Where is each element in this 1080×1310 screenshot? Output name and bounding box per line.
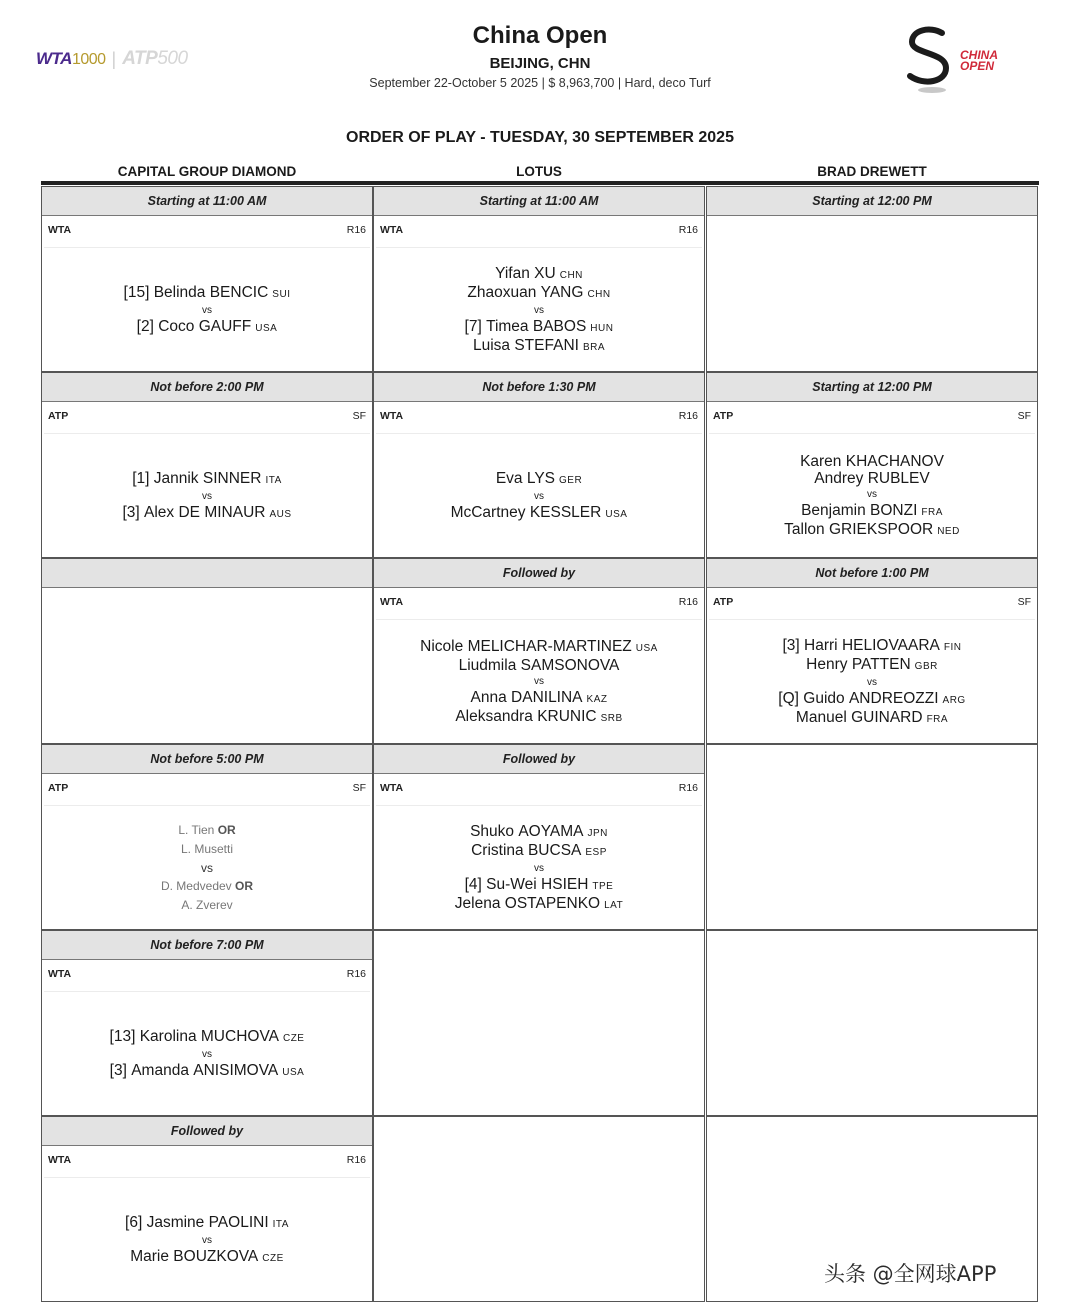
vs-label: vs <box>867 676 877 688</box>
player-country: NED <box>937 525 960 537</box>
player-country: ITA <box>265 474 282 486</box>
match-cell <box>706 744 1038 930</box>
player-name <box>455 895 623 914</box>
match-cell <box>373 186 705 372</box>
round-label: SF <box>352 782 366 794</box>
match-players <box>707 621 1037 743</box>
player-first-name: Coco <box>158 317 195 335</box>
player-country: CHN <box>587 288 611 300</box>
player-last-name: RUBLEV <box>867 469 930 487</box>
player-first-name: Shuko <box>470 822 515 840</box>
player-seed: [3] <box>109 1061 127 1079</box>
player-name <box>110 1028 305 1047</box>
player-first-name: Amanda <box>131 1061 189 1079</box>
round-label: R16 <box>346 224 366 236</box>
player-last-name: ANISIMOVA <box>193 1061 279 1079</box>
round-label: R16 <box>346 968 366 980</box>
player-country: FRA <box>926 713 949 725</box>
player-first-name: McCartney <box>450 503 526 521</box>
match-cell <box>41 372 373 558</box>
match-cell <box>706 186 1038 372</box>
tour-label: WTA <box>48 1154 72 1166</box>
player-country: SRB <box>600 712 623 724</box>
round-label: R16 <box>678 224 698 236</box>
player-country: SUI <box>272 288 291 300</box>
start-time-bar: Starting at 11:00 AM <box>42 187 372 216</box>
player-name <box>451 504 628 523</box>
player-country: JPN <box>587 827 608 839</box>
possible-player: D. Medvedev OR <box>160 879 254 893</box>
player-name <box>796 709 948 728</box>
player-seed: [1] <box>132 469 150 487</box>
player-last-name: AOYAMA <box>518 822 584 840</box>
match-cell <box>373 1116 705 1302</box>
player-name <box>122 504 291 523</box>
tour-label: WTA <box>380 596 404 608</box>
player-country: USA <box>255 322 278 334</box>
match-players <box>374 435 704 557</box>
start-time-bar <box>42 559 372 588</box>
player-first-name: Karen <box>800 452 842 470</box>
match-players <box>374 621 704 743</box>
possible-player: A. Zverev <box>181 898 233 912</box>
player-last-name: KESSLER <box>529 503 602 521</box>
player-first-name: Nicole <box>420 637 464 655</box>
vs-label: vs <box>202 1048 212 1060</box>
player-name <box>125 1214 289 1233</box>
player-first-name: Jasmine <box>146 1213 205 1231</box>
player-last-name: MELICHAR-MARTINEZ <box>467 637 632 655</box>
or-label: OR <box>217 823 236 837</box>
player-name <box>800 453 944 470</box>
cell-divider <box>376 805 702 806</box>
atp-500-logo: ATP500 <box>122 48 188 69</box>
match-players <box>42 993 372 1115</box>
tour-label: WTA <box>380 782 404 794</box>
player-name <box>137 318 278 337</box>
cell-divider <box>709 619 1035 620</box>
player-name <box>110 1062 305 1081</box>
player-last-name: BENCIC <box>209 283 269 301</box>
court-name-lotus: LOTUS <box>516 164 562 179</box>
match-cell <box>706 930 1038 1116</box>
player-last-name: DE MINAUR <box>178 503 266 521</box>
player-first-name: Alex <box>144 503 175 521</box>
logo-divider: | <box>111 48 117 69</box>
player-name <box>495 265 583 284</box>
player-name <box>806 656 938 675</box>
match-players <box>42 435 372 557</box>
possible-player: L. Tien OR <box>178 823 236 837</box>
player-last-name: KHACHANOV <box>845 452 944 470</box>
player-name <box>814 470 929 487</box>
player-country: CZE <box>262 1252 284 1264</box>
player-name <box>130 1248 284 1267</box>
cell-divider <box>376 433 702 434</box>
start-time-bar: Starting at 12:00 PM <box>707 373 1037 402</box>
match-players <box>707 435 1037 557</box>
match-cell <box>706 558 1038 744</box>
player-first-name: Luisa <box>472 336 511 354</box>
round-label: SF <box>1017 410 1031 422</box>
player-seed: [3] <box>122 503 140 521</box>
tour-label: WTA <box>380 224 404 236</box>
china-open-s-emblem-icon <box>902 24 962 96</box>
player-name <box>455 708 622 727</box>
source-watermark: 头条 @全网球APP <box>824 1262 997 1286</box>
player-first-name: Marie <box>130 1247 169 1265</box>
match-cell <box>41 186 373 372</box>
player-first-name: Zhaoxuan <box>467 283 537 301</box>
player-country: FRA <box>921 506 943 518</box>
cell-divider <box>44 433 370 434</box>
player-seed: [13] <box>109 1027 136 1045</box>
match-players <box>42 1179 372 1301</box>
player-country: ITA <box>272 1218 289 1230</box>
player-first-name: Jannik <box>153 469 199 487</box>
player-name <box>471 689 608 708</box>
player-country: KAZ <box>586 693 608 705</box>
tournament-details: September 22-October 5 2025 | $ 8,963,700 | Hard, deco Turf <box>369 76 711 90</box>
start-time-bar: Followed by <box>374 745 704 774</box>
start-time-bar: Followed by <box>374 559 704 588</box>
player-last-name: DANILINA <box>511 688 583 706</box>
player-name <box>124 284 291 303</box>
match-cell <box>41 558 373 744</box>
tour-label: ATP <box>713 596 734 608</box>
player-name <box>459 657 620 674</box>
round-label: R16 <box>678 596 698 608</box>
player-last-name: GUINARD <box>851 708 923 726</box>
tour-label: ATP <box>48 782 69 794</box>
player-last-name: STEFANI <box>514 336 579 354</box>
vs-label: vs <box>201 861 213 875</box>
match-cell <box>706 372 1038 558</box>
player-first-name: Manuel <box>795 708 847 726</box>
player-name <box>784 521 960 540</box>
start-time-bar: Not before 7:00 PM <box>42 931 372 960</box>
player-first-name: Harri <box>804 636 838 654</box>
player-name <box>470 823 608 842</box>
player-country: GBR <box>914 660 938 672</box>
vs-label: vs <box>534 862 544 874</box>
china-open-logo <box>902 24 1022 96</box>
player-first-name: Tallon <box>784 520 825 538</box>
player-country: CZE <box>282 1032 305 1044</box>
player-country: ESP <box>585 846 607 858</box>
tour-label: WTA <box>48 968 72 980</box>
court-name-capital-group-diamond: CAPITAL GROUP DIAMOND <box>117 164 297 179</box>
player-name <box>465 876 614 895</box>
player-last-name: BABOS <box>532 317 587 335</box>
vs-label: vs <box>867 488 877 500</box>
player-country: GER <box>559 474 583 486</box>
player-first-name: Benjamin <box>801 501 866 519</box>
match-cell <box>41 744 373 930</box>
or-label: OR <box>235 879 254 893</box>
player-last-name: PATTEN <box>851 655 911 673</box>
player-last-name: BOUZKOVA <box>173 1247 259 1265</box>
match-entrants-tbd <box>42 807 372 929</box>
cell-divider <box>44 805 370 806</box>
player-first-name: Guido <box>803 689 845 707</box>
court-name-brad-drewett: BRAD DREWETT <box>817 164 927 179</box>
player-first-name: Jelena <box>454 894 501 912</box>
match-cell <box>373 930 705 1116</box>
player-last-name: HELIOVAARA <box>841 636 940 654</box>
player-last-name: OSTAPENKO <box>504 894 601 912</box>
vs-label: vs <box>202 490 212 502</box>
player-last-name: BONZI <box>870 501 918 519</box>
player-name <box>467 284 610 303</box>
round-label: R16 <box>678 410 698 422</box>
player-last-name: BUCSA <box>527 841 582 859</box>
player-country: AUS <box>269 508 292 520</box>
match-cell <box>41 930 373 1116</box>
player-first-name: Aleksandra <box>455 707 533 725</box>
page-header <box>0 0 1080 160</box>
round-label: R16 <box>678 782 698 794</box>
tour-label: ATP <box>48 410 69 422</box>
player-country: CHN <box>559 269 583 281</box>
player-last-name: YANG <box>540 283 584 301</box>
player-last-name: PAOLINI <box>208 1213 269 1231</box>
player-first-name: Henry <box>806 655 848 673</box>
order-of-play-title: ORDER OF PLAY - TUESDAY, 30 SEPTEMBER 2025 <box>346 129 734 146</box>
start-time-bar: Not before 1:00 PM <box>707 559 1037 588</box>
cell-divider <box>376 247 702 248</box>
cell-divider <box>44 247 370 248</box>
tour-label: WTA <box>380 410 404 422</box>
player-country: TPE <box>592 880 614 892</box>
round-label: SF <box>1017 596 1031 608</box>
match-cell <box>373 744 705 930</box>
round-label: SF <box>352 410 366 422</box>
player-last-name: SINNER <box>202 469 262 487</box>
match-cell <box>41 1116 373 1302</box>
player-last-name: HSIEH <box>541 875 589 893</box>
player-first-name: Cristina <box>471 841 524 859</box>
player-first-name: Belinda <box>153 283 206 301</box>
player-name <box>471 842 607 861</box>
start-time-bar: Not before 1:30 PM <box>374 373 704 402</box>
vs-label: vs <box>534 490 544 502</box>
start-time-bar: Not before 2:00 PM <box>42 373 372 402</box>
round-label: R16 <box>346 1154 366 1166</box>
player-last-name: GAUFF <box>198 317 252 335</box>
player-country: USA <box>282 1066 305 1078</box>
cell-divider <box>709 433 1035 434</box>
player-first-name: Timea <box>486 317 529 335</box>
match-cell <box>373 372 705 558</box>
player-seed: [2] <box>136 317 154 335</box>
player-country: USA <box>635 642 658 654</box>
player-last-name: KRUNIC <box>537 707 597 725</box>
player-first-name: Karolina <box>139 1027 197 1045</box>
match-players <box>42 249 372 371</box>
player-last-name: LYS <box>526 469 555 487</box>
player-seed: [15] <box>123 283 150 301</box>
player-name <box>465 318 614 337</box>
vs-label: vs <box>202 1234 212 1246</box>
player-name <box>132 470 282 489</box>
player-first-name: Eva <box>495 469 523 487</box>
player-seed: [7] <box>464 317 482 335</box>
china-open-logo-text: CHINA OPEN <box>960 48 998 73</box>
player-first-name: Liudmila <box>458 656 517 674</box>
cell-divider <box>376 619 702 620</box>
player-name <box>473 337 605 356</box>
start-time-bar: Followed by <box>42 1117 372 1146</box>
player-first-name: Anna <box>470 688 507 706</box>
player-last-name: MUCHOVA <box>200 1027 279 1045</box>
tour-label: WTA <box>48 224 72 236</box>
player-seed: [4] <box>464 875 482 893</box>
player-last-name: SAMSONOVA <box>520 656 620 674</box>
player-first-name: Su-Wei <box>486 875 537 893</box>
player-country: FIN <box>943 641 962 653</box>
vs-label: vs <box>534 675 544 687</box>
player-seed: [6] <box>125 1213 143 1231</box>
player-seed: [3] <box>782 636 800 654</box>
start-time-bar: Starting at 12:00 PM <box>707 187 1037 216</box>
possible-player: L. Musetti <box>180 842 234 856</box>
vs-label: vs <box>534 304 544 316</box>
cell-divider <box>44 991 370 992</box>
player-first-name: Andrey <box>814 469 864 487</box>
player-country: BRA <box>582 341 606 353</box>
player-first-name: Yifan <box>495 264 530 282</box>
start-time-bar: Not before 5:00 PM <box>42 745 372 774</box>
match-players <box>374 249 704 371</box>
player-country: ARG <box>942 694 966 706</box>
player-last-name: ANDREOZZI <box>848 689 939 707</box>
player-last-name: XU <box>534 264 556 282</box>
tournament-title: China Open <box>472 22 608 49</box>
player-name <box>783 637 962 656</box>
tournament-city: BEIJING, CHN <box>489 55 591 72</box>
match-players <box>374 807 704 929</box>
match-cell <box>373 558 705 744</box>
vs-label: vs <box>202 304 212 316</box>
player-country: USA <box>605 508 628 520</box>
player-last-name: GRIEKSPOOR <box>828 520 934 538</box>
wta-1000-logo: WTA1000 <box>36 49 106 68</box>
player-name <box>420 638 658 657</box>
player-country: LAT <box>604 899 624 911</box>
player-name <box>778 690 965 709</box>
start-time-bar: Starting at 11:00 AM <box>374 187 704 216</box>
player-name <box>496 470 582 489</box>
cell-divider <box>44 1177 370 1178</box>
header-divider <box>41 181 1039 185</box>
player-name <box>801 502 943 521</box>
player-country: HUN <box>590 322 614 334</box>
player-seed: [Q] <box>778 689 799 707</box>
tour-label: ATP <box>713 410 734 422</box>
